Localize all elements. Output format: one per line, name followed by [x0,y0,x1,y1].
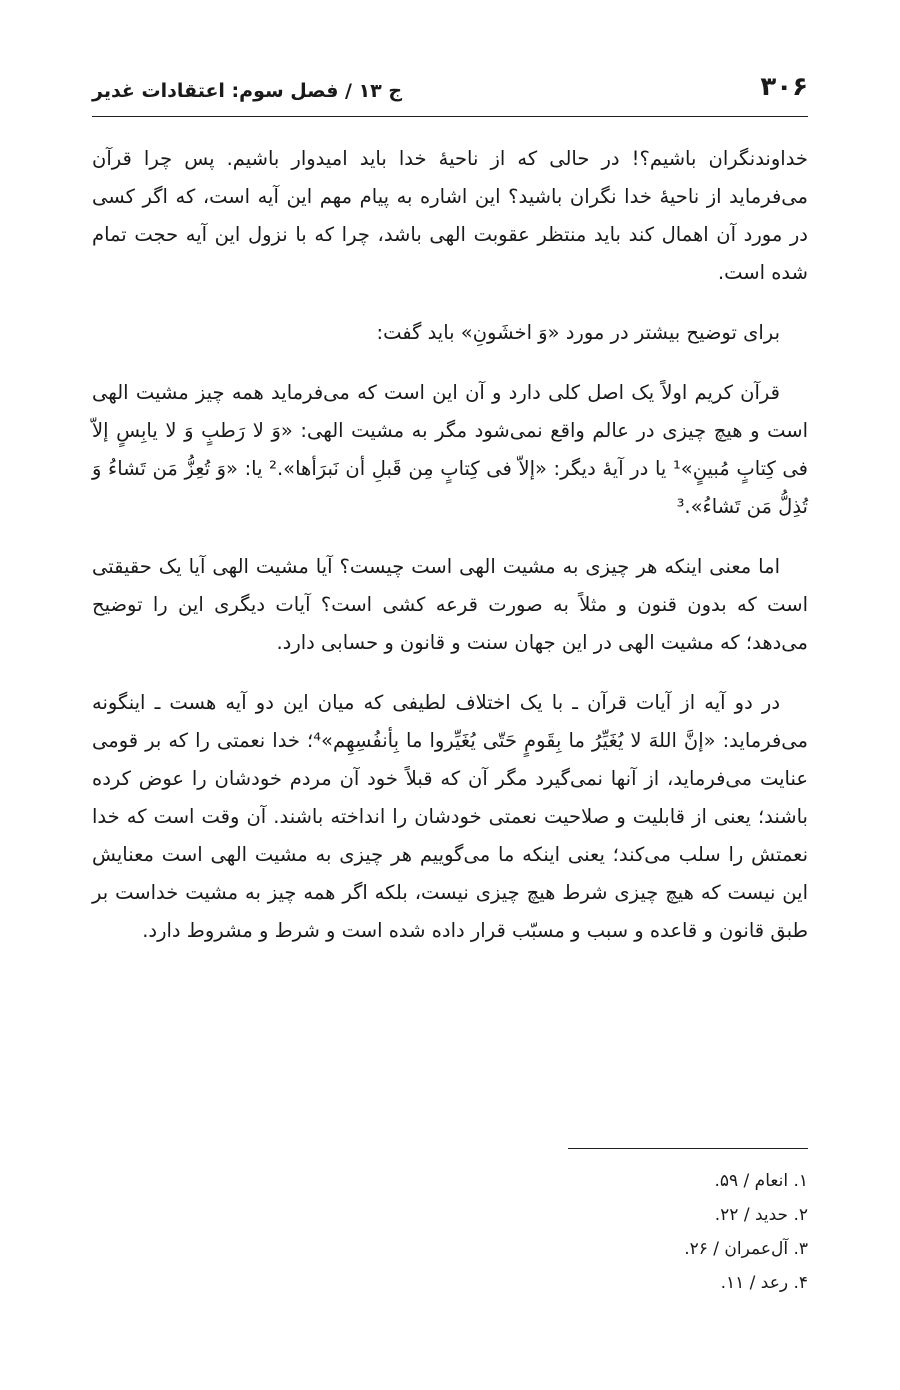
footnote: ۱. انعام / ۵۹. [714,1171,808,1191]
paragraph: برای توضیح بیشتر در مورد «وَ اخشَونِ» باید گفت: [376,321,780,344]
footnotes-list [408,1164,808,1300]
footnote: ۴. رعد / ۱۱. [720,1273,808,1293]
body-text [92,140,808,972]
footnote-divider [568,1148,808,1149]
footnote: ۲. حدید / ۲۲. [714,1205,808,1225]
paragraph: قرآن کریم اولاً یک اصل کلی دارد و آن این است که می‌فرماید همه چیز مشیت الهی است و هیچ چیزی در عالم واقع نمی‌شود مگر به مشیت الهی: «وَ لا رَطبٍ وَ لا یابِسٍ إلاّ فی کِتابٍ مُبینٍ»¹ یا در آیهٔ دیگر: «إلاّ فی کِتابٍ مِن قَبلِ أن نَبرَأها».² یا: «وَ تُعِزُّ مَن تَشاءُ وَ تُذِلُّ مَن تَشاءُ».³ [92,381,808,518]
paragraph: در دو آیه از آیات قرآن ـ با یک اختلاف لطیفی که میان این دو آیه هست ـ اینگونه می‌فرماید: «إنَّ اللهَ لا یُغَیِّرُ ما بِقَومٍ حَتّی یُغَیِّروا ما بِأنفُسِهِم»⁴؛ خدا نعمتی را که بر قومی عنایت می‌فرماید، از آنها نمی‌گیرد مگر آن که قبلاً خود آن مردم خودشان را عوض کرده باشند؛ یعنی از قابلیت و صلاحیت نعمتی خودشان را انداخته باشند. آن وقت است که خدا نعمتش را سلب می‌کند؛ یعنی اینکه ما می‌گوییم هر چیزی به مشیت الهی است معنایش این نیست که هیچ چیزی شرط هیچ چیزی نیست، بلکه اگر همه چیز به مشیت خداست بر طبق قانون و قاعده و سبب و مسبّب قرار داده شده است و شرط و مشروط دارد. [92,691,808,942]
running-title: ج ۱۳ / فصل سوم: اعتقادات غدیر [92,80,403,102]
page-header [92,62,808,117]
page-number: ۳۰۶ [760,72,808,102]
footnote: ۳. آل‌عمران / ۲۶. [684,1239,808,1259]
paragraph: اما معنی اینکه هر چیزی به مشیت الهی است چیست؟ آیا مشیت الهی آیا یک حقیقتی است که بدون قنون و مثلاً به صورت قرعه کشی است؟ آیات دیگری این را توضیح می‌دهد؛ که مشیت الهی در این جهان سنت و قانون و حسابی دارد. [92,555,808,654]
paragraph: خداوندنگران باشیم؟! در حالی که از ناحیهٔ خدا باید امیدوار باشیم. پس چرا قرآن می‌فرماید از ناحیهٔ خدا نگران باشید؟ این اشاره به پیام مهم این آیه است، که اگر کسی در مورد آن اهمال کند باید منتظر عقوبت الهی باشد، چرا که با نزول این آیه حجت تمام شده است. [92,147,808,284]
